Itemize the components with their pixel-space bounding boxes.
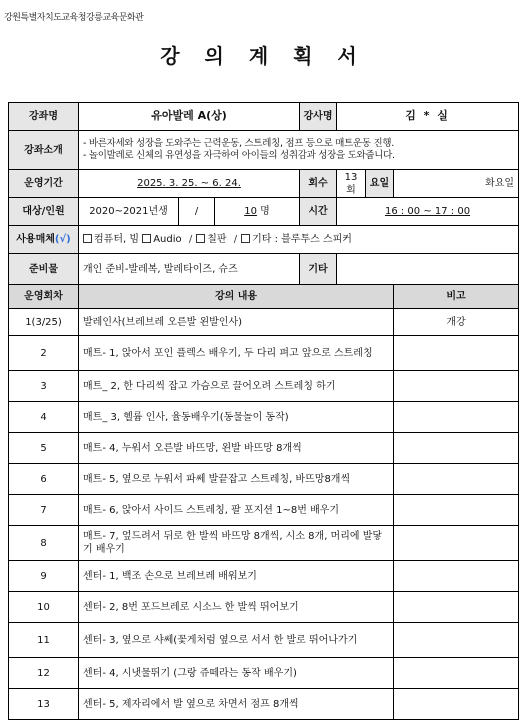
table-row [9,371,519,402]
table-row [9,464,519,495]
separator: / [188,234,193,245]
etc-value [337,254,519,285]
table-row [9,336,519,371]
teacher-label: 강사명 [300,103,337,131]
media-label-cell [9,226,79,254]
content-cell: 발레인사(브레브레 오른발 왼발인사) [79,309,394,336]
session-cell: 9 [9,561,79,592]
count-label: 회수 [300,170,337,198]
target-value: 2020~2021년생 [79,198,179,226]
target-slash: / [179,198,215,226]
content-cell: 센터- 1, 백조 손으로 브레브레 배워보기 [79,561,394,592]
table-row [9,592,519,623]
table-row [9,309,519,336]
note-cell: 개강 [394,309,519,336]
note-cell [394,495,519,526]
checkbox-icon[interactable] [83,234,92,243]
note-cell [394,464,519,495]
content-cell: 매트- 1, 앉아서 포인 플렉스 배우기, 두 다리 펴고 앞으로 스트레칭 [79,336,394,371]
table-row [9,689,519,720]
session-cell: 7 [9,495,79,526]
note-cell [394,561,519,592]
headcount-unit: 명 [260,206,270,217]
table-row [9,561,519,592]
content-cell: 센터- 3, 옆으로 샤쎄(꽃게처럼 옆으로 서서 한 발로 뛰어나가기 [79,623,394,658]
note-cell [394,658,519,689]
content-header: 강의 내용 [79,285,394,309]
content-cell: 센터- 5, 제자리에서 발 옆으로 차면서 점프 8개씩 [79,689,394,720]
media-option: Audio [153,234,182,245]
media-option: 기타 : 블루투스 스피커 [252,234,352,245]
note-cell [394,336,519,371]
period-text: 2025. 3. 25. ~ 6. 24. [137,178,241,189]
session-cell: 12 [9,658,79,689]
target-row [9,198,519,226]
schedule-header [9,285,519,309]
content-cell: 매트- 7, 엎드려서 뒤로 한 발씩 바뜨망 8개씩, 시소 8개, 머리에 발닿기 배우기 [79,526,394,561]
time-label: 시간 [300,198,337,226]
organization-name: 강원특별자치도교육청강릉교육문화관 [4,13,144,23]
prep-row [9,254,519,285]
prep-value: 개인 준비-발레복, 발레타이즈, 슈즈 [79,254,300,285]
day-value: 화요일 [394,170,519,198]
media-options [79,226,519,254]
period-row [9,170,519,198]
note-cell [394,433,519,464]
count-value: 13회 [337,170,366,198]
content-cell: 매트- 4, 누워서 오른발 바뜨망, 왼발 바뜨망 8개씩 [79,433,394,464]
checkbox-icon[interactable] [241,234,250,243]
etc-label: 기타 [300,254,337,285]
table-row [9,623,519,658]
teacher-name: 김 * 실 [337,103,519,131]
course-name: 유아발레 A(상) [79,103,300,131]
course-intro [79,131,519,170]
note-cell [394,623,519,658]
separator: / [233,234,238,245]
intro-line: - 놀이발레로 신체의 유연성을 자극하여 아이들의 성취감과 성장을 도와줍니다. [83,150,395,161]
period-value [79,170,300,198]
note-cell [394,402,519,433]
checkbox-icon[interactable] [196,234,205,243]
table-row [9,526,519,561]
note-cell [394,371,519,402]
media-option: 칠판 [207,234,227,245]
headcount-value [215,198,300,226]
target-label: 대상/인원 [9,198,79,226]
table-row [9,402,519,433]
media-check: (√) [54,234,71,245]
note-cell [394,592,519,623]
course-label: 강좌명 [9,103,79,131]
lecture-plan-table [8,102,519,720]
intro-label: 강좌소개 [9,131,79,170]
note-cell [394,689,519,720]
note-cell [394,526,519,561]
day-label: 요일 [366,170,394,198]
content-cell: 매트- 5, 옆으로 누워서 파쎄 발끝잡고 스트레칭, 바뜨망8개씩 [79,464,394,495]
media-option: 컴퓨터, 빔 [94,234,139,245]
content-cell: 매트- 6, 앉아서 사이드 스트레칭, 팔 포지션 1~8번 배우기 [79,495,394,526]
session-cell: 1(3/25) [9,309,79,336]
checkbox-icon[interactable] [142,234,151,243]
headcount-number: 10 [244,206,257,217]
course-row [9,103,519,131]
session-cell: 13 [9,689,79,720]
media-label: 사용매체 [16,234,55,245]
session-cell: 8 [9,526,79,561]
session-cell: 6 [9,464,79,495]
prep-label: 준비물 [9,254,79,285]
content-cell: 센터- 2, 8번 포드브레로 시소느 한 발씩 뛰어보기 [79,592,394,623]
period-label: 운영기간 [9,170,79,198]
session-cell: 2 [9,336,79,371]
session-cell: 11 [9,623,79,658]
note-header: 비고 [394,285,519,309]
content-cell: 매트_ 3, 헬륨 인사, 율동배우기(동물놀이 동작) [79,402,394,433]
session-header: 운영회차 [9,285,79,309]
session-cell: 3 [9,371,79,402]
session-cell: 5 [9,433,79,464]
page-title: 강 의 계 획 서 [160,44,366,68]
content-cell: 매트_ 2, 한 다리씩 잡고 가슴으로 끌어오려 스트레칭 하기 [79,371,394,402]
content-cell: 센터- 4, 시냇물뛰기 (그랑 쥬떼라는 동작 배우기) [79,658,394,689]
intro-row [9,131,519,170]
time-text: 16 : 00 ~ 17 : 00 [384,206,471,217]
table-row [9,495,519,526]
time-value [337,198,519,226]
intro-line: - 바른자세와 성장을 도와주는 근력운동, 스트레칭, 점프 등으로 매트운동 진행. [83,137,394,149]
session-cell: 10 [9,592,79,623]
session-cell: 4 [9,402,79,433]
media-row [9,226,519,254]
table-row [9,433,519,464]
table-row [9,658,519,689]
